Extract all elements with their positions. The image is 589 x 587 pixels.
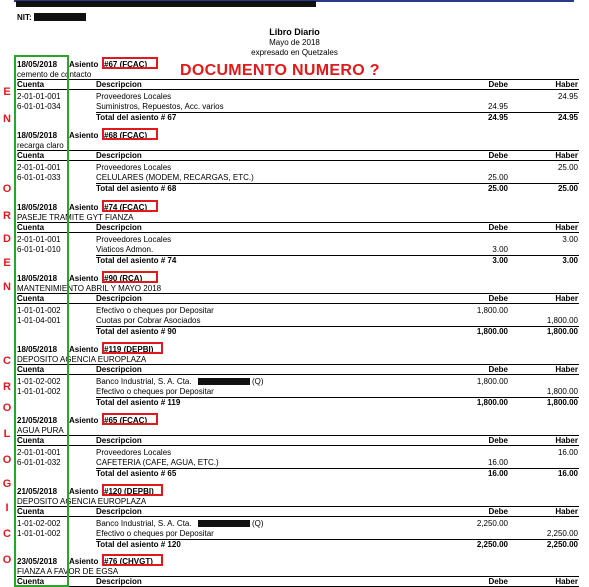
entry-memo: PASEJE TRAMITE GYT FIANZA (17, 213, 134, 222)
col-haber: Haber (555, 365, 578, 374)
line-descripcion: Cuotas por Cobrar Asociados (96, 316, 201, 325)
line-cuenta: 1-01-01-002 (17, 529, 61, 538)
entry-memo: cemento de contacto (17, 70, 92, 79)
entry-date: 18/05/2018 (17, 60, 58, 69)
entry-number: #74 (FCAC) (104, 203, 148, 212)
side-letter: C (3, 528, 11, 540)
entry-number: #65 (FCAC) (104, 416, 148, 425)
col-cuenta: Cuenta (17, 294, 45, 303)
total-haber: 1,800.00 (546, 398, 578, 407)
entry-memo: DEPOSITO AGENCIA EUROPLAZA (17, 355, 147, 364)
line-descripcion: Proveedores Locales (96, 448, 172, 457)
col-debe: Debe (488, 151, 508, 160)
col-cuenta: Cuenta (17, 436, 45, 445)
line-descripcion: Banco Industrial, S. A. Cta. (96, 377, 192, 386)
line-descripcion: Viaticos Admon. (96, 245, 154, 254)
line-descripcion: Proveedores Locales (96, 235, 172, 244)
total-haber: 1,800.00 (546, 327, 578, 336)
col-debe: Debe (488, 436, 508, 445)
line-debe: 2,250.00 (476, 519, 508, 528)
col-cuenta: Cuenta (17, 151, 45, 160)
line-debe: 16.00 (487, 458, 508, 467)
header-rule-bottom (17, 89, 579, 90)
total-debe: 1,800.00 (476, 398, 508, 407)
date-column-highlight (14, 55, 69, 587)
total-label: Total del asiento # 90 (96, 327, 177, 336)
period-subtitle: Mayo de 2018 (269, 38, 320, 47)
header-rule-bottom (17, 374, 579, 375)
line-debe: 1,800.00 (476, 377, 508, 386)
entry-asiento-label: Asiento (69, 274, 99, 283)
total-label: Total del asiento # 68 (96, 184, 177, 193)
entry-date: 18/05/2018 (17, 203, 58, 212)
entry-number-highlight (102, 342, 163, 354)
line-suffix: (Q) (252, 377, 264, 386)
side-letter: O (2, 183, 12, 195)
redacted-company-name (16, 1, 316, 7)
total-haber: 3.00 (562, 256, 578, 265)
currency-subtitle: expresado en Quetzales (251, 48, 338, 57)
side-letter: G (2, 478, 12, 490)
line-cuenta: 6-01-01-032 (17, 458, 61, 467)
redacted-account (198, 520, 250, 527)
col-debe: Debe (488, 577, 508, 586)
header-rule-bottom (17, 303, 579, 304)
redacted-account (198, 378, 250, 385)
total-haber: 16.00 (557, 469, 578, 478)
side-letter: R (3, 210, 11, 222)
entry-number: #119 (DEPBI) (104, 345, 154, 354)
col-debe: Debe (488, 507, 508, 516)
header-rule-bottom (17, 232, 579, 233)
total-debe: 25.00 (487, 184, 508, 193)
entry-memo: AGUA PURA (17, 426, 64, 435)
entry-asiento-label: Asiento (69, 203, 99, 212)
total-haber: 24.95 (557, 113, 578, 122)
col-cuenta: Cuenta (17, 577, 45, 586)
col-descripcion: Descripcion (96, 151, 142, 160)
line-descripcion: Proveedores Locales (96, 163, 172, 172)
line-descripcion: Efectivo o cheques por Depositar (96, 529, 214, 538)
line-cuenta: 1-01-02-002 (17, 377, 61, 386)
side-letter: C (3, 355, 11, 367)
side-letter: N (3, 113, 11, 125)
entry-date: 21/05/2018 (17, 487, 58, 496)
side-letter: O (2, 454, 12, 466)
col-descripcion: Descripcion (96, 436, 142, 445)
col-debe: Debe (488, 365, 508, 374)
col-haber: Haber (555, 294, 578, 303)
total-debe: 2,250.00 (476, 540, 508, 549)
line-debe: 24.95 (487, 102, 508, 111)
line-debe: 3.00 (492, 245, 508, 254)
line-cuenta: 6-01-01-034 (17, 102, 61, 111)
nit-label: NIT: (17, 13, 32, 22)
line-debe: 25.00 (487, 173, 508, 182)
line-haber: 24.95 (557, 92, 578, 101)
line-cuenta: 6-01-01-010 (17, 245, 61, 254)
line-haber: 16.00 (557, 448, 578, 457)
line-cuenta: 1-01-04-001 (17, 316, 61, 325)
side-letter: L (3, 428, 11, 440)
line-haber: 2,250.00 (546, 529, 578, 538)
total-label: Total del asiento # 120 (96, 540, 181, 549)
entry-number-highlight (102, 271, 158, 283)
line-descripcion: Proveedores Locales (96, 92, 172, 101)
entry-memo: FIANZA A FAVOR DE EGSA (17, 567, 119, 576)
line-debe: 1,800.00 (476, 306, 508, 315)
col-cuenta: Cuenta (17, 80, 45, 89)
side-letter: O (2, 554, 12, 566)
entry-asiento-label: Asiento (69, 487, 99, 496)
redacted-nit (34, 13, 86, 21)
col-descripcion: Descripcion (96, 365, 142, 374)
entry-number-highlight (102, 128, 158, 140)
line-cuenta: 1-01-01-002 (17, 306, 61, 315)
col-debe: Debe (488, 80, 508, 89)
entry-asiento-label: Asiento (69, 416, 99, 425)
entry-asiento-label: Asiento (69, 60, 99, 69)
line-cuenta: 2-01-01-001 (17, 92, 61, 101)
line-descripcion: Efectivo o cheques por Depositar (96, 387, 214, 396)
line-haber: 1,800.00 (546, 387, 578, 396)
total-haber: 2,250.00 (546, 540, 578, 549)
side-letter: E (3, 86, 11, 98)
entry-date: 18/05/2018 (17, 345, 58, 354)
line-descripcion: Suministros, Repuestos, Acc. varios (96, 102, 224, 111)
total-debe: 16.00 (487, 469, 508, 478)
col-haber: Haber (555, 80, 578, 89)
col-debe: Debe (488, 294, 508, 303)
entry-number-highlight (102, 413, 158, 425)
col-descripcion: Descripcion (96, 507, 142, 516)
side-letter: I (5, 502, 9, 514)
line-descripcion: Efectivo o cheques por Depositar (96, 306, 214, 315)
col-haber: Haber (555, 223, 578, 232)
line-cuenta: 1-01-02-002 (17, 519, 61, 528)
entry-number-highlight (102, 484, 163, 496)
side-letter: D (3, 233, 11, 245)
page-title: Libro Diario (269, 27, 320, 37)
entry-asiento-label: Asiento (69, 131, 99, 140)
line-suffix: (Q) (252, 519, 264, 528)
entry-asiento-label: Asiento (69, 345, 99, 354)
total-debe: 24.95 (487, 113, 508, 122)
line-cuenta: 2-01-01-001 (17, 448, 61, 457)
header-rule-bottom (17, 160, 579, 161)
col-descripcion: Descripcion (96, 294, 142, 303)
line-cuenta: 6-01-01-033 (17, 173, 61, 182)
line-cuenta: 2-01-01-001 (17, 235, 61, 244)
col-descripcion: Descripcion (96, 80, 142, 89)
col-cuenta: Cuenta (17, 365, 45, 374)
entry-number: #68 (FCAC) (104, 131, 148, 140)
total-debe: 1,800.00 (476, 327, 508, 336)
total-label: Total del asiento # 119 (96, 398, 181, 407)
side-letter: O (2, 402, 12, 414)
header-rule-bottom (17, 516, 579, 517)
col-descripcion: Descripcion (96, 577, 142, 586)
annotation-document-number: DOCUMENTO NUMERO ? (180, 62, 380, 79)
entry-number-highlight (102, 57, 158, 69)
line-cuenta: 2-01-01-001 (17, 163, 61, 172)
entry-asiento-label: Asiento (69, 557, 99, 566)
entry-number: #90 (RCA) (104, 274, 143, 283)
entry-number-highlight (102, 554, 163, 566)
side-letter: E (3, 257, 11, 269)
line-descripcion: Banco Industrial, S. A. Cta. (96, 519, 192, 528)
line-haber: 3.00 (562, 235, 578, 244)
total-label: Total del asiento # 65 (96, 469, 177, 478)
side-letter: R (3, 381, 11, 393)
side-letter: N (3, 281, 11, 293)
entry-number-highlight (102, 200, 158, 212)
entry-date: 18/05/2018 (17, 274, 58, 283)
entry-number: #76 (CHVGT) (104, 557, 153, 566)
col-descripcion: Descripcion (96, 223, 142, 232)
col-debe: Debe (488, 223, 508, 232)
entry-memo: MANTENIMIENTO ABRIL Y MAYO 2018 (17, 284, 162, 293)
col-haber: Haber (555, 436, 578, 445)
total-label: Total del asiento # 67 (96, 113, 177, 122)
entry-memo: DEPOSITO AGENCIA EUROPLAZA (17, 497, 147, 506)
line-cuenta: 1-01-01-002 (17, 387, 61, 396)
line-descripcion: CELULARES (MODEM, RECARGAS, ETC.) (96, 173, 254, 182)
col-haber: Haber (555, 577, 578, 586)
total-haber: 25.00 (557, 184, 578, 193)
entry-date: 23/05/2018 (17, 557, 58, 566)
col-cuenta: Cuenta (17, 507, 45, 516)
total-debe: 3.00 (492, 256, 508, 265)
line-haber: 1,800.00 (546, 316, 578, 325)
total-label: Total del asiento # 74 (96, 256, 177, 265)
col-haber: Haber (555, 507, 578, 516)
entry-memo: recarga claro (17, 141, 64, 150)
header-rule-bottom (17, 445, 579, 446)
entry-number: #120 (DEPBI) (104, 487, 154, 496)
line-haber: 25.00 (557, 163, 578, 172)
entry-number: #67 (FCAC) (104, 60, 148, 69)
entry-date: 21/05/2018 (17, 416, 58, 425)
col-cuenta: Cuenta (17, 223, 45, 232)
entry-date: 18/05/2018 (17, 131, 58, 140)
line-descripcion: CAFETERIA (CAFE, AGUA, ETC.) (96, 458, 219, 467)
col-haber: Haber (555, 151, 578, 160)
